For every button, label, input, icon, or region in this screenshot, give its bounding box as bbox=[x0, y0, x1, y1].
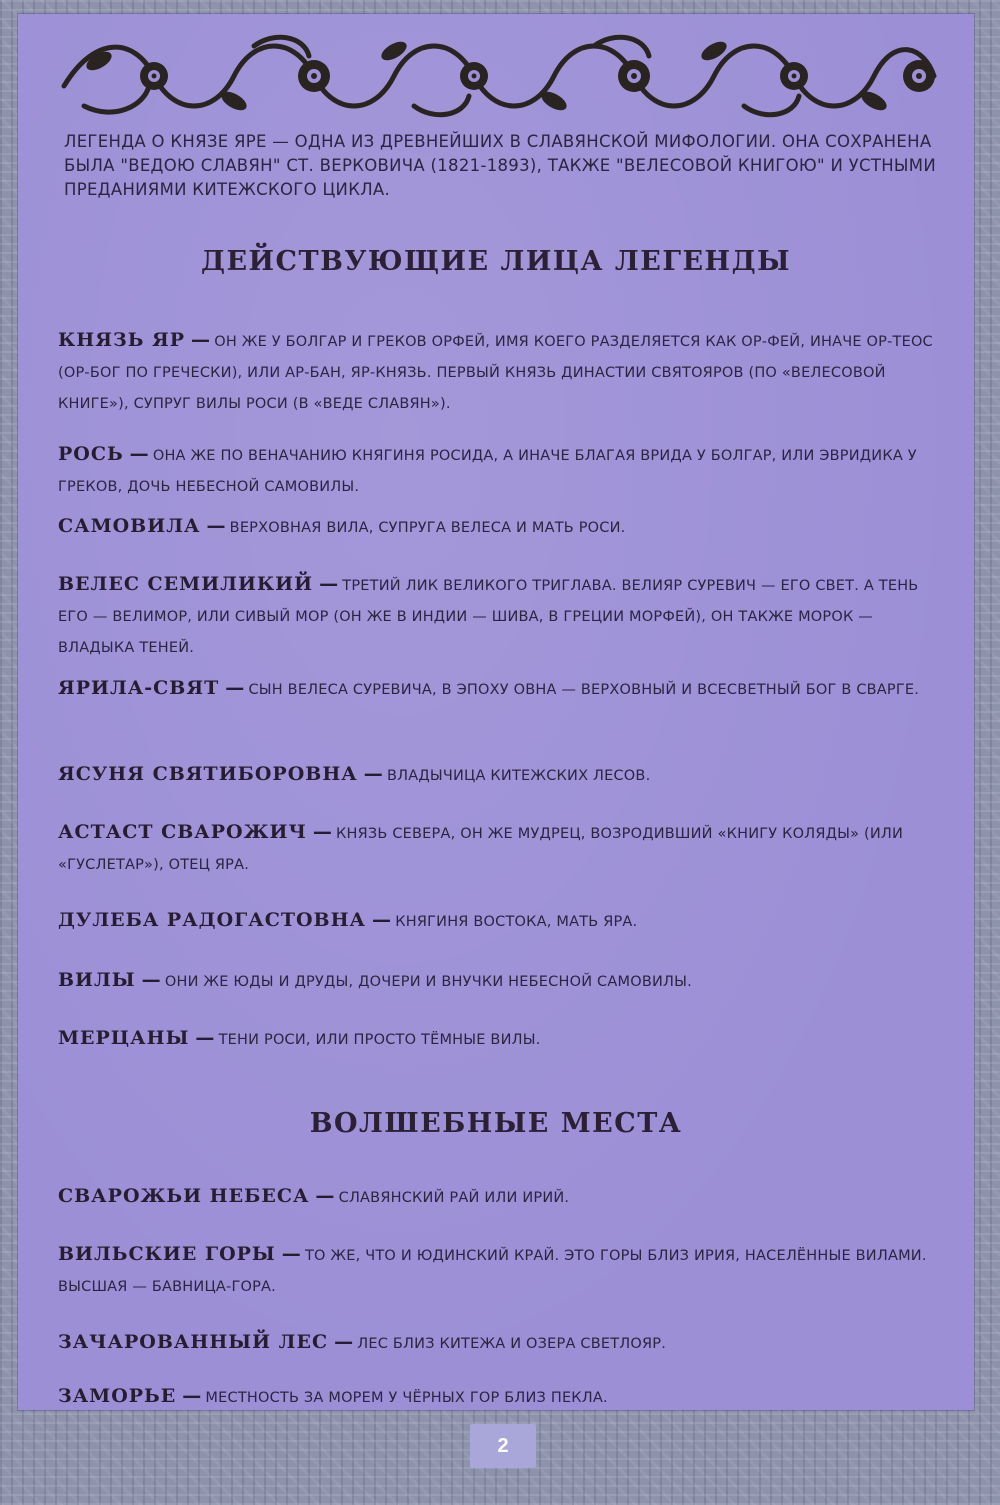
character-entry bbox=[58, 440, 948, 502]
entry-description: ЛЕС БЛИЗ КИТЕЖА И ОЗЕРА СВЕТЛОЯР. bbox=[357, 1336, 667, 1352]
entry-description: МЕСТНОСТЬ ЗА МОРЕМ У ЧЁРНЫХ ГОР БЛИЗ ПЕКЛА. bbox=[205, 1390, 608, 1406]
place-entry bbox=[58, 1240, 948, 1302]
entry-dash: — bbox=[206, 515, 226, 537]
entry-name: САМОВИЛА bbox=[58, 515, 201, 537]
entry-name: ВИЛЬСКИЕ ГОРЫ bbox=[58, 1243, 276, 1265]
entry-dash: — bbox=[363, 763, 383, 785]
entry-description: ТО ЖЕ, ЧТО И ЮДИНСКИЙ КРАЙ. ЭТО ГОРЫ БЛИЗ ИРИЯ, НАСЕЛЁННЫЕ ВИЛАМИ. ВЫСШАЯ — БАВНИЦА-ГОРА. bbox=[58, 1248, 927, 1295]
entry-description: ТЕНИ РОСИ, ИЛИ ПРОСТО ТЁМНЫЕ ВИЛЫ. bbox=[218, 1032, 541, 1048]
entry-dash: — bbox=[319, 573, 339, 595]
entry-dash: — bbox=[129, 443, 149, 465]
entry-name: АСТАСТ СВАРОЖИЧ bbox=[58, 821, 307, 843]
entry-name: ЯСУНЯ СВЯТИБОРОВНА bbox=[58, 763, 358, 785]
entry-dash: — bbox=[191, 329, 211, 351]
character-entry bbox=[58, 906, 948, 937]
entry-description: КНЯЗЬ СЕВЕРА, ОН ЖЕ МУДРЕЦ, ВОЗРОДИВШИЙ «КНИГУ КОЛЯДЫ» (ИЛИ «ГУСЛЕТАР»), ОТЕЦ ЯРА. bbox=[58, 826, 904, 873]
character-entry bbox=[58, 512, 948, 543]
character-entry bbox=[58, 1024, 948, 1055]
entry-name: ЗАМОРЬЕ bbox=[58, 1385, 177, 1407]
entry-description: ВЛАДЫЧИЦА КИТЕЖСКИХ ЛЕСОВ. bbox=[386, 768, 651, 784]
entry-dash: — bbox=[281, 1243, 301, 1265]
entry-dash: — bbox=[195, 1027, 215, 1049]
entry-description: ВЕРХОВНАЯ ВИЛА, СУПРУГА ВЕЛЕСА И МАТЬ РОСИ. bbox=[229, 520, 626, 536]
place-entry bbox=[58, 1382, 948, 1413]
page-number-box bbox=[470, 1424, 536, 1468]
entry-dash: — bbox=[225, 677, 245, 699]
entry-dash: — bbox=[315, 1185, 335, 1207]
entry-dash: — bbox=[334, 1331, 354, 1353]
entry-dash: — bbox=[372, 909, 392, 931]
entry-name: ЗАЧАРОВАННЫЙ ЛЕС bbox=[58, 1331, 329, 1353]
page-number: 2 bbox=[497, 1435, 509, 1457]
entry-name: ВИЛЫ bbox=[58, 969, 136, 991]
place-entry bbox=[58, 1182, 948, 1213]
entry-name: КНЯЗЬ ЯР bbox=[58, 329, 186, 351]
character-entry bbox=[58, 760, 948, 791]
character-entry bbox=[58, 570, 948, 663]
entry-description: ОНА ЖЕ ПО ВЕНАЧАНИЮ КНЯГИНЯ РОСИДА, А ИНАЧЕ БЛАГАЯ ВРИДА У БОЛГАР, ИЛИ ЭВРИДИКА У ГРЕКОВ, ДОЧЬ НЕБЕСНОЙ САМОВИЛЫ. bbox=[58, 448, 917, 495]
entry-name: ЯРИЛА-СВЯТ bbox=[58, 677, 220, 699]
character-entry bbox=[58, 326, 948, 419]
place-entry bbox=[58, 1328, 948, 1359]
entry-description: КНЯГИНЯ ВОСТОКА, МАТЬ ЯРА. bbox=[395, 914, 638, 930]
entry-name: ДУЛЕБА РАДОГАСТОВНА bbox=[58, 909, 367, 931]
character-entry bbox=[58, 966, 948, 997]
entry-description: ОНИ ЖЕ ЮДЫ И ДРУДЫ, ДОЧЕРИ И ВНУЧКИ НЕБЕСНОЙ САМОВИЛЫ. bbox=[164, 974, 692, 990]
entry-dash: — bbox=[312, 821, 333, 843]
entry-description: ОН ЖЕ У БОЛГАР И ГРЕКОВ ОРФЕЙ, ИМЯ КОЕГО РАЗДЕЛЯЕТСЯ КАК ОР-ФЕЙ, ИНАЧЕ ОР-ТЕОС (ОР-БОГ ПО ГРЕЧЕСКИ), ИЛИ АР-БАН, ЯР-КНЯЗЬ. ПЕРВЫЙ КНЯЗЬ ДИНАСТИИ СВЯТОЯРОВ (ПО «ВЕЛЕСОВОЙ КНИГЕ»), СУПРУГ ВИЛЫ РОСИ (В «ВЕДЕ СЛАВЯН»). bbox=[58, 334, 933, 412]
entry-name: СВАРОЖЬИ НЕБЕСА bbox=[58, 1185, 310, 1207]
entry-description: ТРЕТИЙ ЛИК ВЕЛИКОГО ТРИГЛАВА. ВЕЛИЯР СУРЕВИЧ — ЕГО СВЕТ. А ТЕНЬ ЕГО — ВЕЛИМОР, ИЛИ СИВЫЙ МОР (ОН ЖЕ В ИНДИИ — ШИВА, В ГРЕЦИИ МОРФЕЙ), ОН ТАКЖЕ МОРОК — ВЛАДЫКА ТЕНЕЙ. bbox=[58, 578, 919, 656]
entry-description: СЫН ВЕЛЕСА СУРЕВИЧА, В ЭПОХУ ОВНА — ВЕРХОВНЫЙ И ВСЕСВЕТНЫЙ БОГ В СВАРГЕ. bbox=[248, 682, 920, 698]
places-heading: ВОЛШЕБНЫЕ МЕСТА bbox=[309, 1108, 683, 1139]
entry-name: РОСЬ bbox=[58, 443, 124, 465]
entry-name: МЕРЦАНЫ bbox=[58, 1027, 190, 1049]
page-panel bbox=[18, 14, 974, 1410]
floral-ornament-banner bbox=[54, 26, 938, 126]
entry-description: СЛАВЯНСКИЙ РАЙ ИЛИ ИРИЙ. bbox=[338, 1190, 570, 1206]
character-entry bbox=[58, 818, 948, 880]
intro-paragraph: ЛЕГЕНДА О КНЯЗЕ ЯРЕ — ОДНА ИЗ ДРЕВНЕЙШИХ В СЛАВЯНСКОЙ МИФОЛОГИИ. ОНА СОХРАНЕНА БЫЛА "ВЕДОЮ СЛАВЯН" СТ. ВЕРКОВИЧА (1821-1893), ТАКЖЕ "ВЕЛЕСОВОЙ КНИГОЮ" И УСТНЫМИ ПРЕДАНИЯМИ КИТЕЖСКОГО ЦИКЛА. bbox=[64, 132, 936, 199]
entry-dash: — bbox=[182, 1385, 202, 1407]
entry-dash: — bbox=[141, 969, 161, 991]
characters-heading: ДЕЙСТВУЮЩИЕ ЛИЦА ЛЕГЕНДЫ bbox=[200, 246, 792, 277]
entry-name: ВЕЛЕС СЕМИЛИКИЙ bbox=[58, 573, 314, 595]
character-entry bbox=[58, 674, 948, 705]
